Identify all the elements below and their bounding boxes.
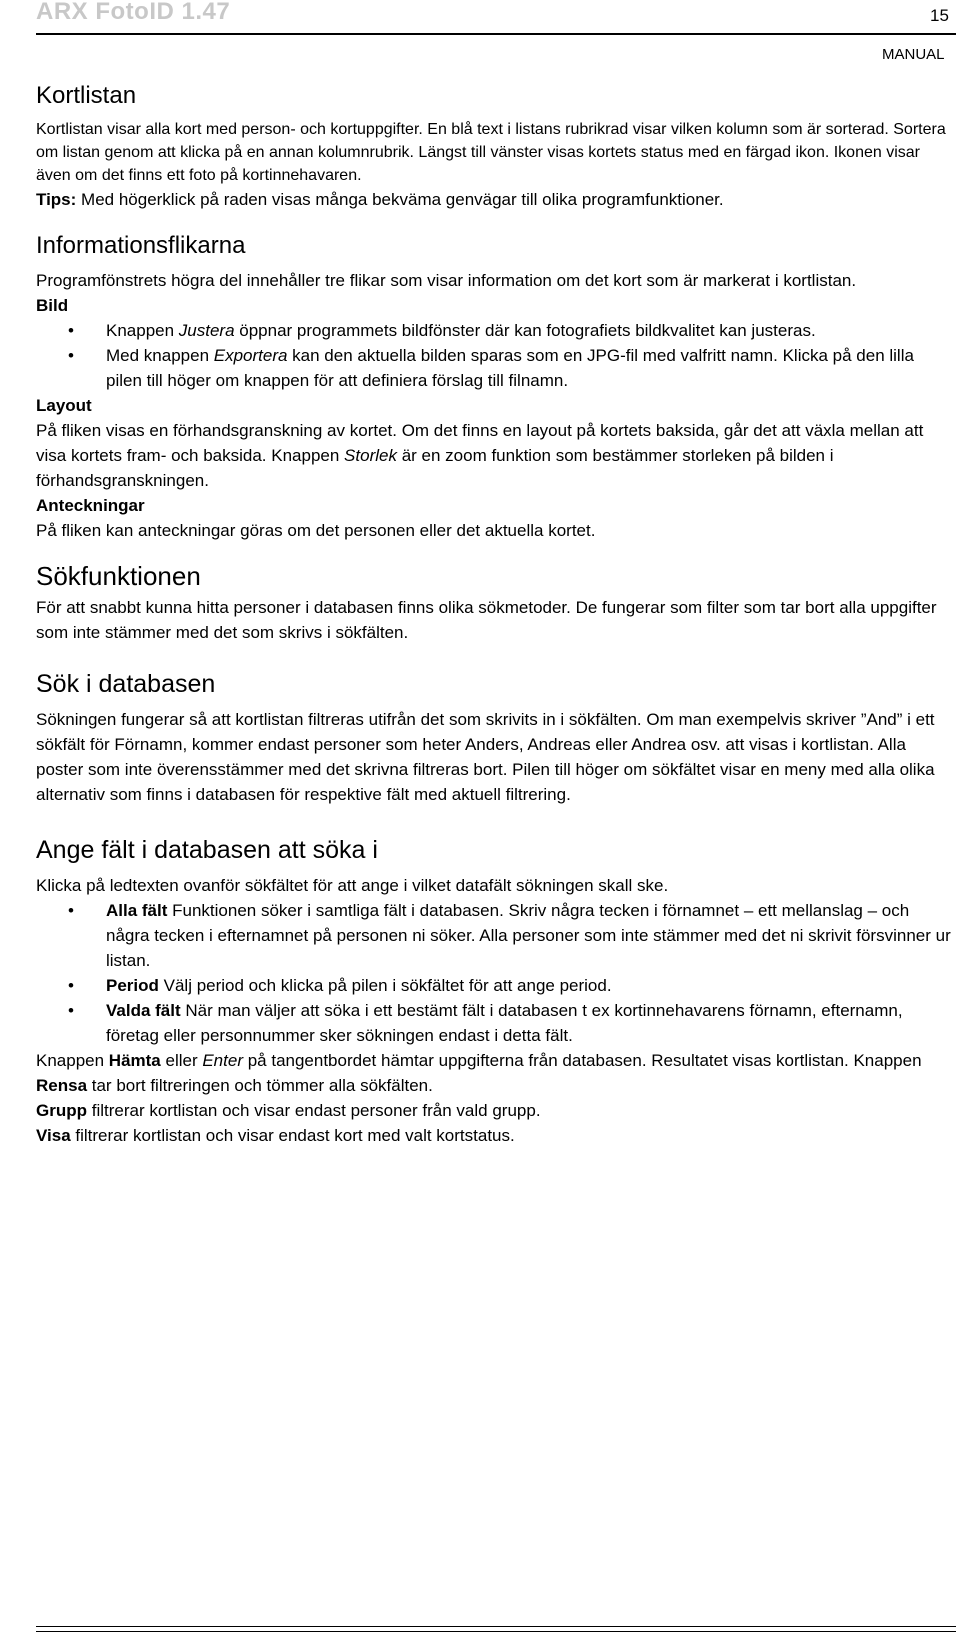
section-informationsflikarna <box>36 230 952 543</box>
manual-label: MANUAL <box>882 46 945 63</box>
sok-i-databasen-heading: Sök i databasen <box>36 670 216 698</box>
anteckningar-label: Anteckningar <box>36 496 145 515</box>
section-ange-falt <box>36 833 952 1148</box>
ange-falt-list <box>36 898 952 1048</box>
document-header-title: ARX FotoID 1.47 <box>36 0 231 25</box>
list-item: • Alla fält Funktionen söker i samtliga fält i databasen. Skriv några tecken i förnamnet – ett mellanslag – och några tecken i efternamnet på personen ni söker. Alla personer som inte stämmer med det ni skrivit försvinner ur listan. <box>36 898 952 973</box>
informationsflikarna-heading: Informationsflikarna <box>36 232 246 259</box>
layout-body: På fliken visas en förhandsgranskning av kortet. Om det finns en layout på kortets baksida, går det att växla mellan att visa kortets fram- och baksida. Knappen Storlek är en zoom funktion som bestämmer storleken på bilden i förhandsgranskningen. <box>36 421 924 490</box>
sokfunktionen-heading: Sökfunktionen <box>36 561 201 591</box>
section-kortlistan <box>36 80 952 212</box>
page-number: 15 <box>930 6 949 25</box>
list-item: • Period Välj period och klicka på pilen i sökfältet för att ange period. <box>36 973 952 998</box>
kortlistan-body: Kortlistan visar alla kort med person- och kortuppgifter. En blå text i listans rubrikrad visar vilken kolumn som är sorterad. Sortera om listan genom att klicka på en annan kolumnrubrik. Längst till vänster visas kortets status med en färgad ikon. Ikonen visar även om det finns ett foto på kortinnehavaren. <box>36 121 946 184</box>
sok-i-databasen-body: Sökningen fungerar så att kortlistan filtreras utifrån det som skrivits in i sökfälten. Om man exempelvis skriver ”And” i ett sökfält för Förnamn, kommer endast personer som heter Anders, Andreas eller Andrea osv. att visas i kortlistan. Alla poster som inte överensstämmer med det skrivna filtreras bort. Pilen till höger om sökfältet visar en meny med alla olika alternativ som finns i databasen för respektive fält med aktuell filtrering. <box>36 710 935 804</box>
sokfunktionen-body: För att snabbt kunna hitta personer i databasen finns olika sökmetoder. De fungerar som filter som tar bort alla uppgifter som inte stämmer med det som skrivs i sökfälten. <box>36 598 937 642</box>
anteckningar-body: På fliken kan anteckningar göras om det personen eller det aktuella kortet. <box>36 521 596 540</box>
page-content <box>36 80 952 1148</box>
footer-rule-bottom <box>36 1631 956 1632</box>
list-item: • Knappen Justera öppnar programmets bildfönster där kan fotografiets bildkvalitet kan justeras. <box>36 318 952 343</box>
hamta-paragraph: Knappen Hämta eller Enter på tangentbordet hämtar uppgifterna från databasen. Resultatet visas kortlistan. Knappen Rensa tar bort filtreringen och tömmer alla sökfälten. <box>36 1051 922 1095</box>
list-item: • Med knappen Exportera kan den aktuella bilden sparas som en JPG-fil med valfritt namn. Klicka på den lilla pilen till höger om knappen för att definiera förslag till filnamn. <box>36 343 952 393</box>
tips-label: Tips: <box>36 190 77 209</box>
tips-text: Med högerklick på raden visas många bekväma genvägar till olika programfunktioner. <box>76 190 724 209</box>
ange-falt-heading: Ange fält i databasen att söka i <box>36 836 378 864</box>
grupp-paragraph: Grupp filtrerar kortlistan och visar endast personer från vald grupp. <box>36 1101 541 1120</box>
layout-label: Layout <box>36 396 92 415</box>
section-sokfunktionen <box>36 557 952 645</box>
tips-paragraph <box>36 187 952 212</box>
header-rule <box>36 33 956 35</box>
list-item: • Valda fält När man väljer att söka i ett bestämt fält i databasen t ex kortinnehavarens förnamn, efternamn, företag eller personnummer sker sökningen endast i detta fält. <box>36 998 952 1048</box>
bild-label: Bild <box>36 296 69 315</box>
visa-paragraph: Visa filtrerar kortlistan och visar endast kort med valt kortstatus. <box>36 1126 515 1145</box>
informationsflikarna-body: Programfönstrets högra del innehåller tre flikar som visar information om det kort som är markerat i kortlistan. <box>36 271 857 290</box>
footer-rule-top <box>36 1626 956 1627</box>
ange-falt-intro: Klicka på ledtexten ovanför sökfältet för att ange i vilket datafält sökningen skall ske. <box>36 876 669 895</box>
section-sok-i-databasen <box>36 667 952 807</box>
kortlistan-heading: Kortlistan <box>36 82 137 109</box>
bild-list <box>36 318 952 393</box>
